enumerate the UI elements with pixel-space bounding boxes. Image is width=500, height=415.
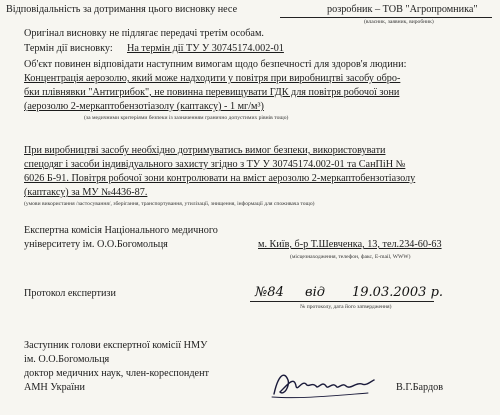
protocol-date: 19.03.2003 р. (352, 285, 444, 300)
responsibility-value: розробник – ТОВ "Агропромника" (327, 4, 478, 15)
commission-line-2: університету ім. О.О.Богомольця (24, 239, 168, 250)
responsibility-label: Відповідальність за дотримання цього висновку несе (6, 4, 238, 15)
conditions-line-1: При виробництві засобу необхідно дотримуватись вимог безпеки, використовувати (24, 145, 386, 156)
requirements-line-3: бки плівнявки "Антигрибок", не повинна перевищувати ГДК для повітря робочої зони (24, 87, 400, 98)
signatory-line-3: доктор медичних наук, член-кореспондент (24, 368, 209, 379)
original-note: Оригінал висновку не підлягає передачі третім особам. (24, 28, 264, 39)
conditions-line-4: (каптаксу) за МУ №4436-87. (24, 187, 148, 198)
requirements-line-4: (аерозолю 2-меркаптобензотіазолу (каптаксу) - 1 мг/м³) (24, 101, 264, 112)
protocol-hint: № протоколу, дата його затвердження) (300, 304, 392, 310)
signatory-name: В.Г.Бардов (396, 382, 444, 393)
conditions-hint: (умови використання /застосування/, зберігання, транспортування, утилізації, знищення, інформації для споживача тощо) (24, 201, 315, 207)
responsibility-hint: (власник, заявник, виробник) (364, 19, 434, 25)
handwritten-signature (270, 366, 378, 402)
signatory-line-2: ім. О.О.Богомольця (24, 354, 110, 365)
requirements-line-1: Об'єкт повинен відповідати наступним вимогам щодо безпечності для здоров'я людини: (24, 59, 407, 70)
requirements-hint: (за медичними критеріями безпеки із зазначенням гранично допустимих рівнів тощо) (84, 115, 289, 121)
conditions-line-2: спецодяг і засоби індивідуального захисту згідно з ТУ У 30745174.002-01 та СанПіН № (24, 159, 406, 170)
conditions-line-3: 6026 Б-91. Повітря робочої зони контролювати на вміст аерозолю 2-меркаптобензотіазолу (24, 173, 416, 184)
protocol-label: Протокол експертизи (24, 288, 116, 299)
protocol-number: №84 (255, 285, 284, 300)
signatory-line-4: АМН України (24, 382, 85, 393)
commission-address: м. Київ, б-р Т.Шевченка, 13, тел.234-60-63 (258, 239, 442, 250)
commission-line-1: Експертна комісія Національного медичного (24, 225, 218, 236)
protocol-underline (250, 301, 434, 302)
validity-value: На термін дії ТУ У 30745174.002-01 (127, 43, 284, 54)
signatory-line-1: Заступник голови експертної комісії НМУ (24, 340, 208, 351)
validity-label: Термін дії висновку: (24, 43, 113, 54)
protocol-from: від (305, 285, 325, 300)
requirements-line-2: Концентрація аерозолю, який може надходити у повітря при виробництві засобу обро- (24, 73, 401, 84)
responsibility-underline (280, 17, 492, 18)
commission-address-hint: (місцезнаходження, телефон, факс, E-mail, WWW) (290, 254, 411, 260)
